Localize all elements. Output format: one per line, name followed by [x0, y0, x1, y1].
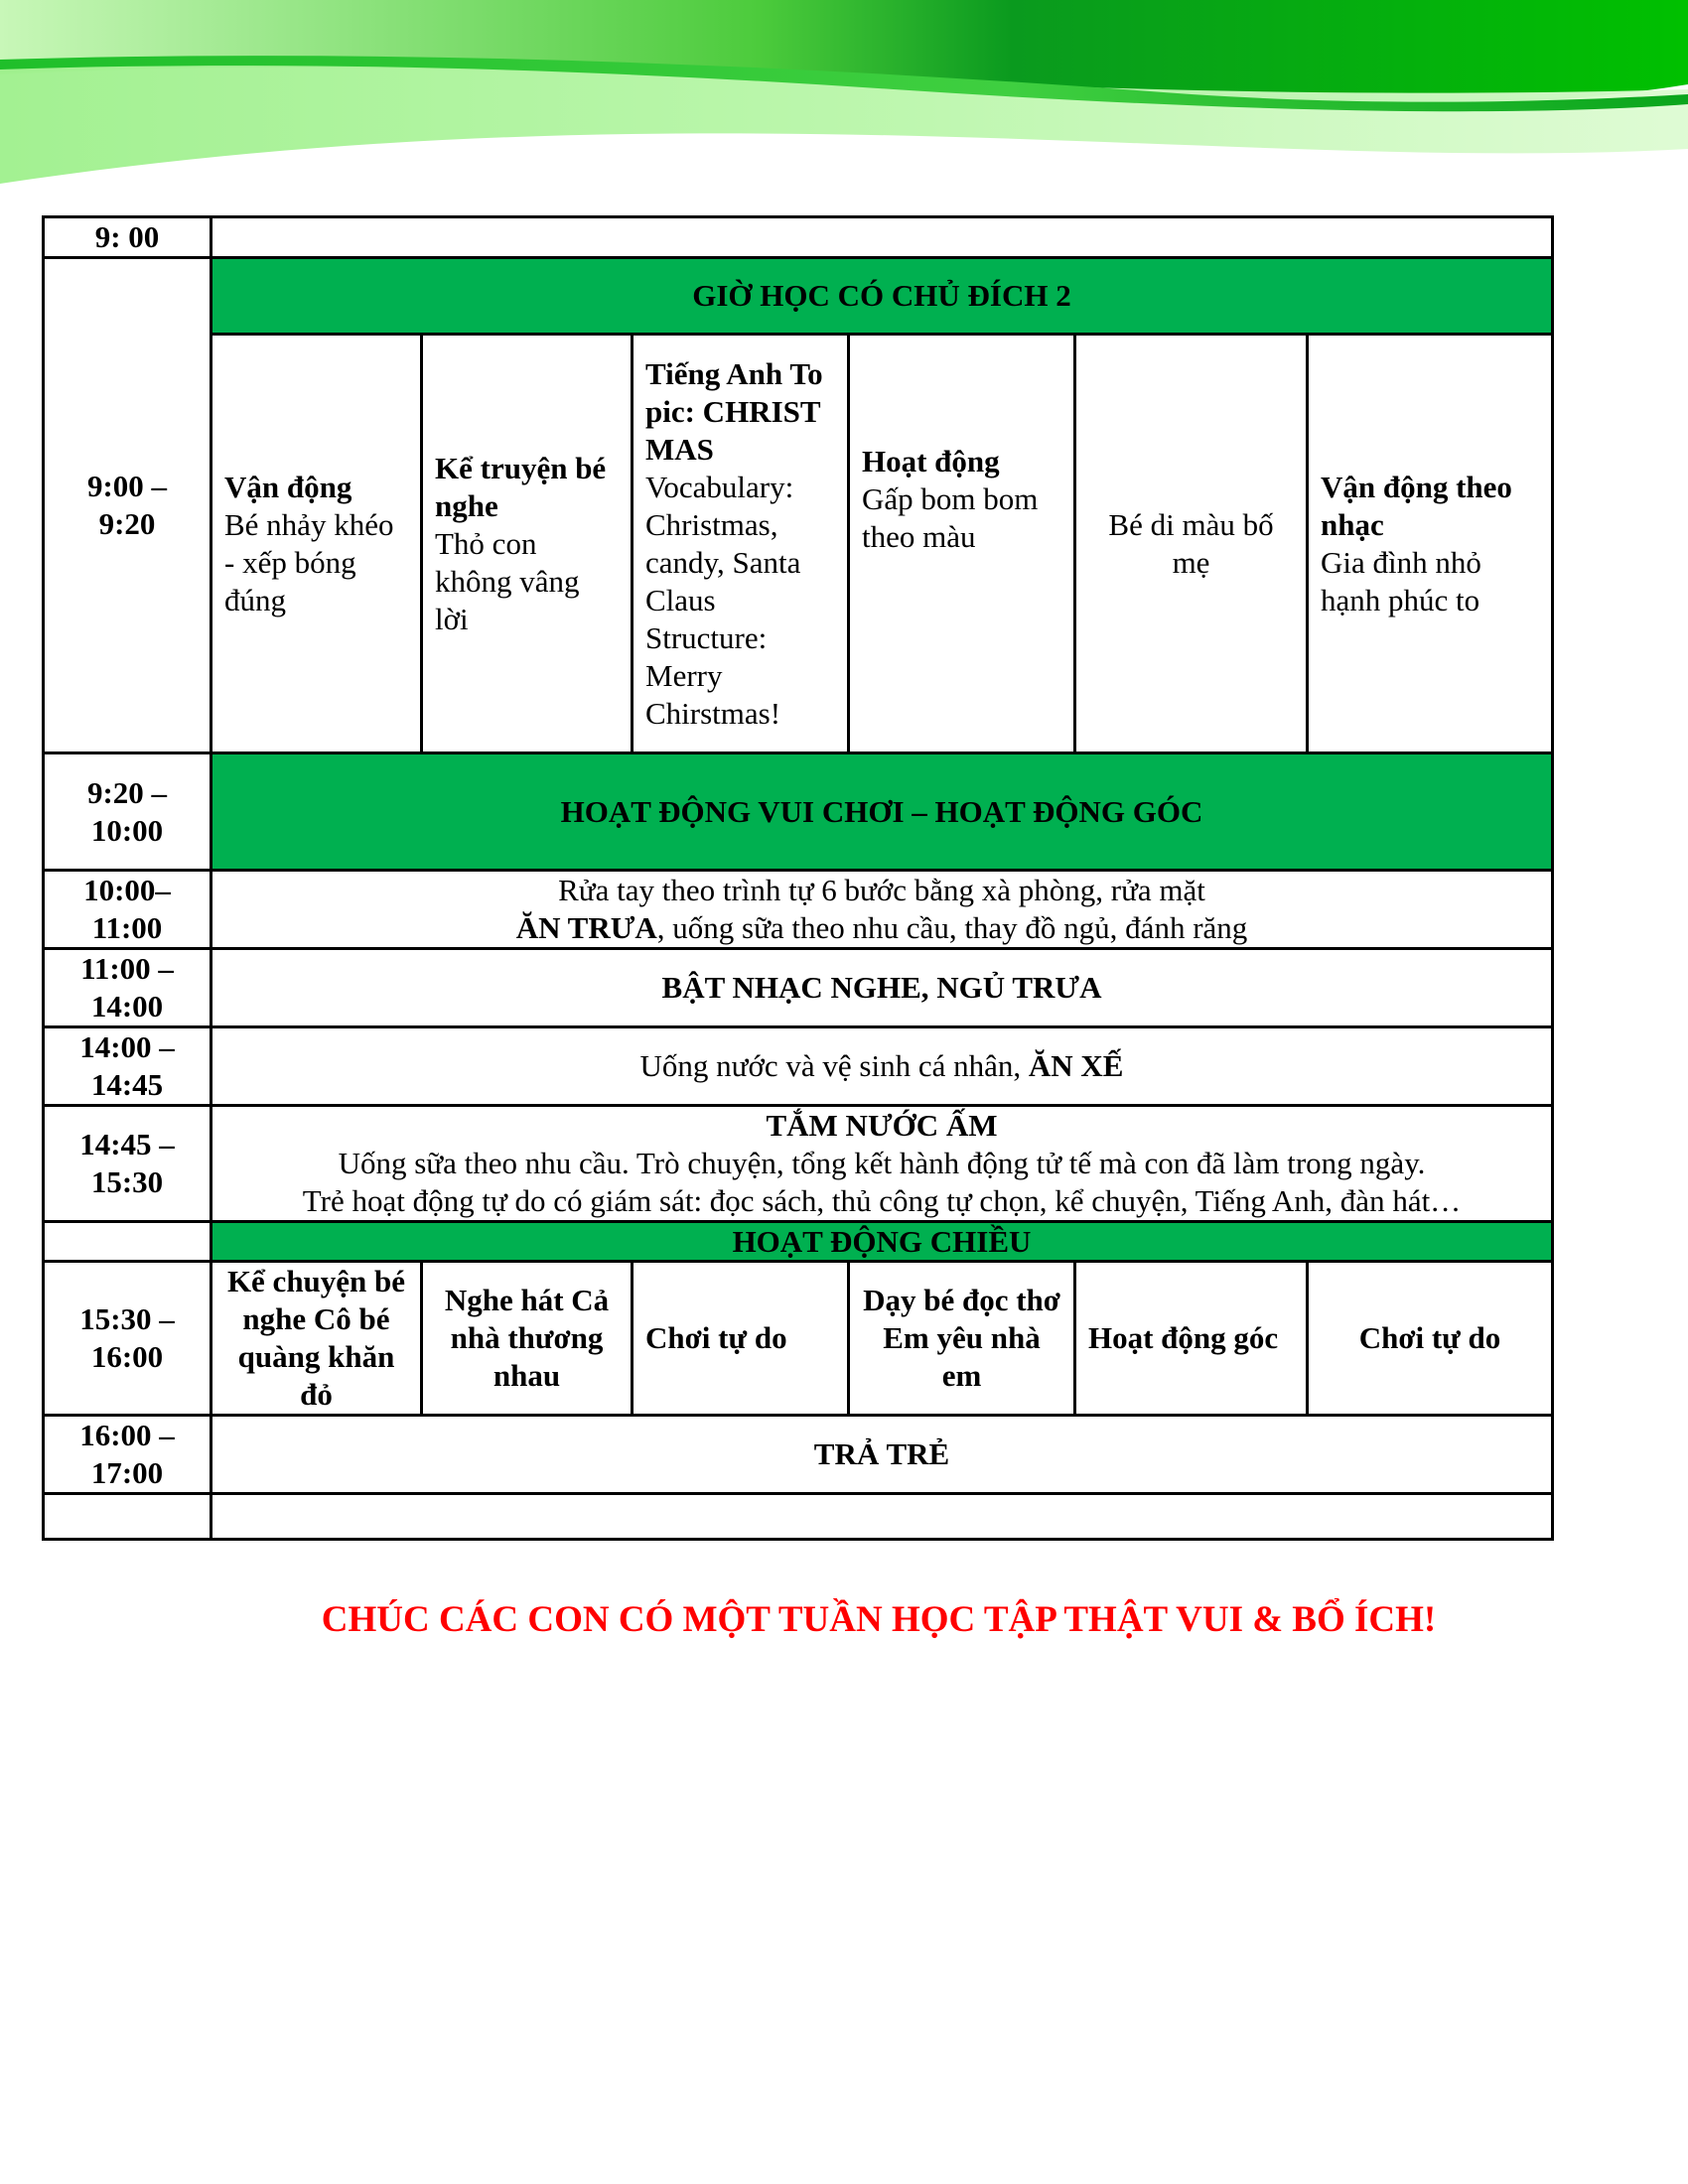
empty-cell: [44, 1494, 211, 1540]
afternoon-cell: Kể chuyện bé nghe Cô bé quàng khăn đỏ: [211, 1262, 422, 1416]
lunch-line: Rửa tay theo trình tự 6 bước bằng xà phòng, rửa mặt: [558, 873, 1205, 907]
afternoon-cell: Nghe hát Cả nhà thương nhau: [422, 1262, 633, 1416]
schedule-table: [42, 215, 1554, 1541]
lunch-cell: [211, 871, 1553, 949]
time-cell: 11:00 – 14:00: [44, 949, 211, 1027]
row-snack: [44, 1027, 1553, 1106]
row-afternoon: [44, 1262, 1553, 1416]
activity-title: Vận động: [224, 469, 352, 504]
lunch-rest: , uống sữa theo nhu cầu, thay đồ ngủ, đánh răng: [656, 910, 1248, 945]
activity-cell: [633, 335, 849, 753]
afternoon-cell: Dạy bé đọc thơ Em yêu nhà em: [849, 1262, 1075, 1416]
bath-title: TẮM NƯỚC ẤM: [766, 1108, 998, 1143]
afternoon-cell: Chơi tự do: [633, 1262, 849, 1416]
activity-cell: [1308, 335, 1553, 753]
afternoon-header: HOẠT ĐỘNG CHIỀU: [211, 1222, 1553, 1262]
play-label: HOẠT ĐỘNG VUI CHƠI – HOẠT ĐỘNG GÓC: [211, 753, 1553, 871]
lunch-line: [224, 909, 1539, 947]
activity-title: Tiếng Anh Topic: CHRISTMAS: [645, 355, 823, 467]
row-9am: [44, 217, 1553, 258]
empty-cell: [211, 1494, 1553, 1540]
row-pickup: [44, 1416, 1553, 1494]
activity-cell: [1075, 335, 1308, 753]
afternoon-cell: Hoạt động góc: [1075, 1262, 1308, 1416]
row-empty: [44, 1494, 1553, 1540]
pickup-label: TRẢ TRẺ: [211, 1416, 1553, 1494]
snack-bold: ĂN XẾ: [1028, 1048, 1124, 1083]
bath-cell: [211, 1106, 1553, 1222]
time-cell: 14:00 – 14:45: [44, 1027, 211, 1106]
row-bath: [44, 1106, 1553, 1222]
row-lesson-header: [44, 258, 1553, 335]
snack-text: Uống nước và vệ sinh cá nhân,: [639, 1048, 1029, 1083]
activity-text: Gấp bom bom theo màu: [862, 481, 1039, 554]
bath-line: Trẻ hoạt động tự do có giám sát: đọc sách, thủ công tự chọn, kể chuyện, Tiếng Anh, đàn hát…: [302, 1183, 1462, 1218]
activity-title: Hoạt động: [862, 444, 1000, 478]
row-play: [44, 753, 1553, 871]
lesson-header: GIỜ HỌC CÓ CHỦ ĐÍCH 2: [211, 258, 1553, 335]
bath-line: Uống sữa theo nhu cầu. Trò chuyện, tổng kết hành động tử tế mà con đã làm trong ngày.: [338, 1146, 1426, 1180]
time-cell: 9:20 – 10:00: [44, 753, 211, 871]
activity-text: Gia đình nhỏ hạnh phúc to: [1321, 544, 1481, 617]
time-cell: 16:00 – 17:00: [44, 1416, 211, 1494]
activity-text: Thỏ con không vâng lời: [435, 525, 580, 636]
header-banner: [0, 0, 1688, 189]
activity-cell: [849, 335, 1075, 753]
nap-label: BẬT NHẠC NGHE, NGỦ TRƯA: [211, 949, 1553, 1027]
activity-title: Kể truyện bé nghe: [435, 450, 607, 523]
activity-text: Vocabulary: Christmas, candy, Santa Claus Structure: Merry Chirstmas!: [645, 469, 801, 731]
time-cell: 15:30 – 16:00: [44, 1262, 211, 1416]
row-nap: [44, 949, 1553, 1027]
activity-cell: [422, 335, 633, 753]
row-afternoon-header: [44, 1222, 1553, 1262]
afternoon-cell: Chơi tự do: [1308, 1262, 1553, 1416]
row-lunch: [44, 871, 1553, 949]
time-cell: 9:00 – 9:20: [44, 258, 211, 753]
footer-message: CHÚC CÁC CON CÓ MỘT TUẦN HỌC TẬP THẬT VUI & BỔ ÍCH!: [321, 1599, 1437, 1640]
activity-cell: [211, 335, 422, 753]
time-cell: 14:45 – 15:30: [44, 1106, 211, 1222]
lunch-bold: ĂN TRƯA: [515, 910, 657, 945]
time-cell: 10:00– 11:00: [44, 871, 211, 949]
time-cell: 9: 00: [44, 217, 211, 258]
empty-cell: [44, 1222, 211, 1262]
activity-title: Vận động theo nhạc: [1321, 469, 1512, 542]
snack-cell: [211, 1027, 1553, 1106]
row-lesson-activities: [44, 335, 1553, 753]
activity-text: Bé di màu bố mẹ: [1108, 506, 1274, 580]
empty-cell: [211, 217, 1553, 258]
activity-text: Bé nhảy khéo - xếp bóng đúng: [224, 506, 394, 617]
